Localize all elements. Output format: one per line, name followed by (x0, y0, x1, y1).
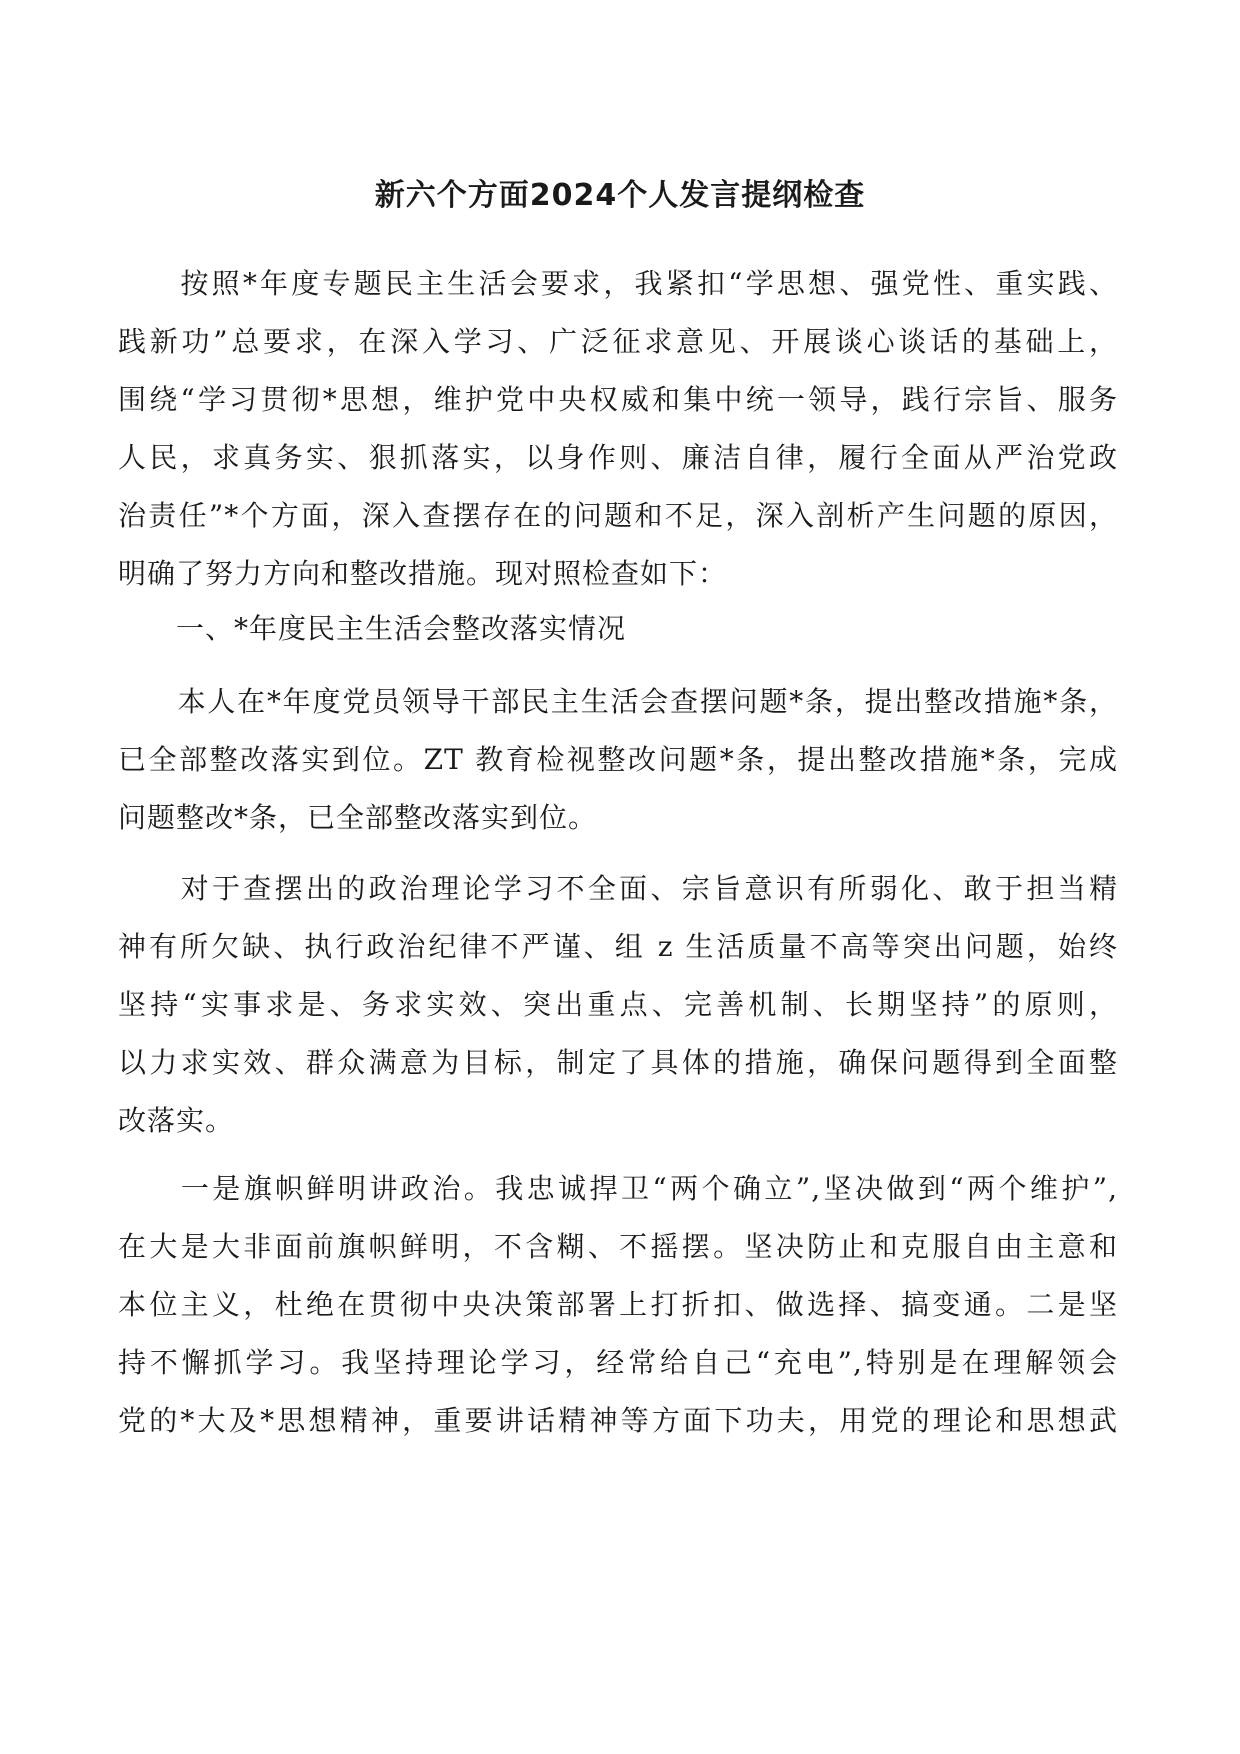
text-line: 问题整改*条，已全部整改落实到位。 (118, 801, 598, 834)
text-line: 持不懈抓学习。我坚持理论学习，经常给自己“充电”,特别是在理解领会 (118, 1346, 1118, 1379)
text-line: 神有所欠缺、执行政治纪律不严谨、组 z 生活质量不高等突出问题，始终 (118, 930, 1118, 963)
text-line: 一是旗帜鲜明讲政治。我忠诚捍卫“两个确立”,坚决做到“两个维护”, (118, 1172, 1118, 1205)
section-heading (118, 600, 1118, 658)
text-line: 按照*年度专题民主生活会要求，我紧扣“学思想、强党性、重实践、 (118, 267, 1118, 300)
paragraph-problems (118, 860, 1118, 1150)
text-line: 人民，求真务实、狠抓落实，以身作则、廉洁自律，履行全面从严治党政 (118, 441, 1118, 474)
text-line: 本位主义，杜绝在贯彻中央决策部署上打折扣、做选择、搞变通。二是坚 (118, 1288, 1118, 1321)
text-line: 改落实。 (118, 1104, 235, 1137)
text-line: 在大是大非面前旗帜鲜明，不含糊、不摇摆。坚决防止和克服自由主意和 (118, 1230, 1118, 1263)
text-line: 治责任”*个方面，深入查摆存在的问题和不足，深入剖析产生问题的原因， (118, 499, 1118, 532)
text-line: 本人在*年度党员领导干部民主生活会查摆问题*条，提出整改措施*条， (118, 685, 1118, 718)
paragraph-rectification-status (118, 673, 1118, 847)
text-line: 对于查摆出的政治理论学习不全面、宗旨意识有所弱化、敢于担当精 (118, 872, 1118, 905)
text-line: 党的*大及*思想精神，重要讲话精神等方面下功夫，用党的理论和思想武 (118, 1404, 1118, 1437)
document-title: 新六个方面2024个人发言提纲检查 (374, 178, 866, 213)
text-line: 一、*年度民主生活会整改落实情况 (118, 612, 627, 645)
text-line: 践新功”总要求，在深入学习、广泛征求意见、开展谈心谈话的基础上， (118, 325, 1118, 358)
paragraph-measures (118, 1160, 1118, 1450)
paragraph-intro (118, 255, 1118, 603)
text-line: 围绕“学习贯彻*思想，维护党中央权威和集中统一领导，践行宗旨、服务 (118, 383, 1118, 416)
text-line: 明确了努力方向和整改措施。现对照检查如下： (118, 557, 728, 590)
text-line: 已全部整改落实到位。ZT 教育检视整改问题*条，提出整改措施*条，完成 (118, 743, 1118, 776)
text-line: 以力求实效、群众满意为目标，制定了具体的措施，确保问题得到全面整 (118, 1046, 1118, 1079)
text-line: 坚持“实事求是、务求实效、突出重点、完善机制、长期坚持”的原则， (118, 988, 1118, 1021)
